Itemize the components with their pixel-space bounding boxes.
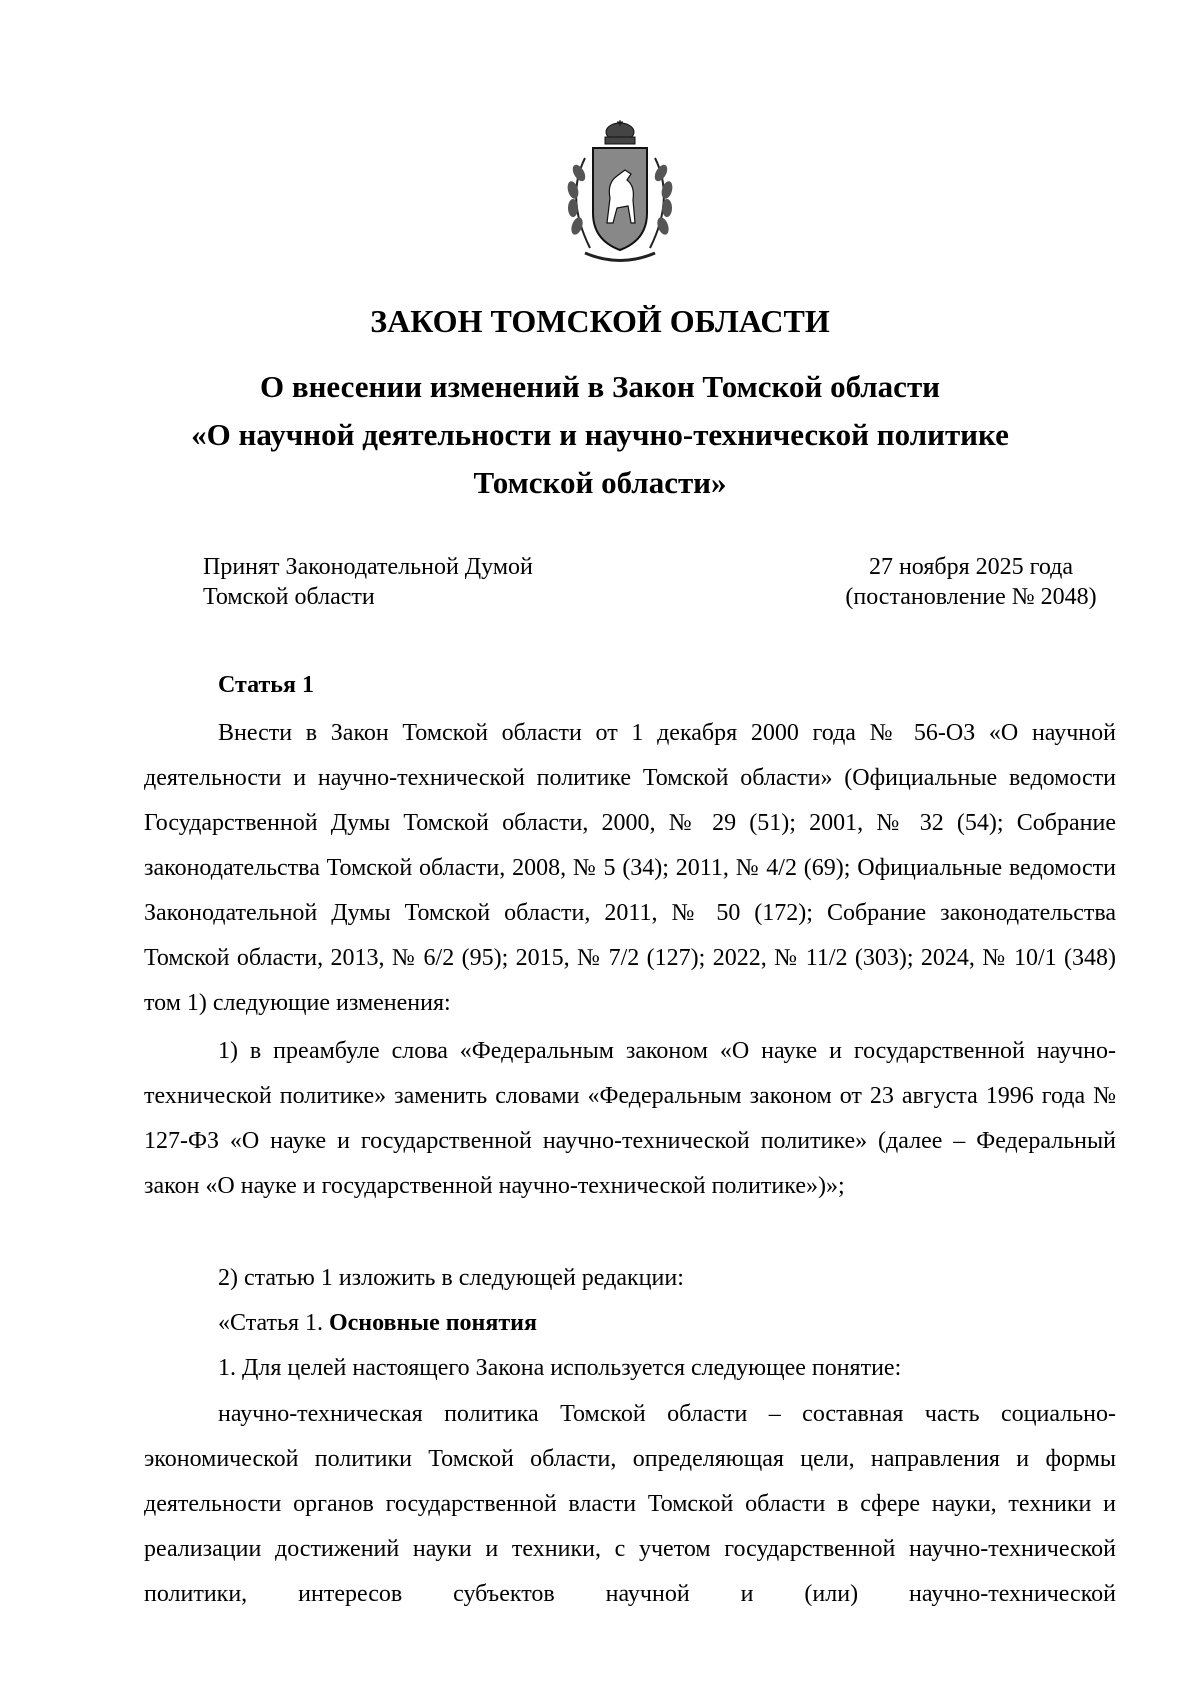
- adopted-line-1: Принят Законодательной Думой: [203, 554, 533, 580]
- adoption-date-block: [836, 552, 1106, 612]
- subtitle-line-2: «О научной деятельности и научно-технической политике: [191, 417, 1009, 452]
- subtitle-line-1: О внесении изменений в Закон Томской области: [259, 369, 941, 404]
- definition-paragraph: научно-техническая политика Томской области – составная часть социально-экономической политики Томской области, определяющая цели, направления и формы деятельности органов государственной власти Томской области в сфере науки, техники и реализации достижений науки и техники, с учетом государственной научно-технической политики, интересов субъектов научной и (или) научно-технической: [144, 1401, 1116, 1607]
- amendment-item-2: 2) статью 1 изложить в следующей редакции:: [218, 1265, 684, 1291]
- quoted-article-heading: [144, 1301, 1116, 1346]
- subtitle-line-3: Томской области»: [473, 465, 727, 500]
- adopted-line-2: Томской области: [203, 584, 375, 610]
- article-intro: Внести в Закон Томской области от 1 декабря 2000 года № 56-ОЗ «О научной деятельности и научно-технической политике Томской области» (Официальные ведомости Государственной Думы Томской области, 2000, № 29 (51); 2001, № 32 (54); Собрание законодательства Томской области, 2008, № 5 (34); 2011, № 4/2 (69); Официальные ведомости Законодательной Думы Томской области, 2011, № 50 (172); Собрание законодательства Томской области, 2013, № 6/2 (95); 2015, № 7/2 (127); 2022, № 11/2 (303); 2024, № 10/1 (348) том 1) следующие изменения:: [144, 720, 1116, 1016]
- article-heading: Статья 1: [218, 672, 314, 698]
- law-title: ЗАКОН ТОМСКОЙ ОБЛАСТИ: [370, 303, 830, 339]
- law-subtitle: [0, 363, 1200, 507]
- amendment-item-1: 1) в преамбуле слова «Федеральным законом «О науке и государственной научно-технической политике» заменить словами «Федеральным законом от 23 августа 1996 года № 127-ФЗ «О науке и государственной научно-технической политике» (далее – Федеральный закон «О науке и государственной научно-технической политике»)»;: [144, 1038, 1116, 1199]
- adopted-by: [203, 552, 533, 612]
- resolution-number: (постановление № 2048): [845, 584, 1097, 610]
- adoption-date: 27 ноября 2025 года: [868, 554, 1074, 580]
- point-1: 1. Для целей настоящего Закона используется следующее понятие:: [218, 1355, 902, 1381]
- quote-title: Основные понятия: [328, 1310, 537, 1336]
- quote-prefix: «Статья 1.: [218, 1310, 329, 1336]
- coat-of-arms-icon: [555, 118, 685, 268]
